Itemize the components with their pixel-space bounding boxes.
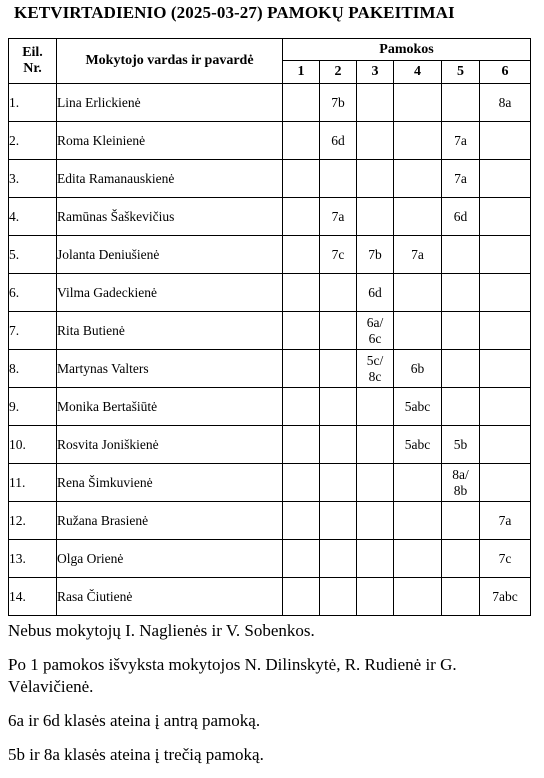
teacher-name: Olga Orienė	[57, 540, 283, 578]
lesson-cell	[320, 388, 357, 426]
lesson-cell: 7abc	[480, 578, 531, 616]
row-number: 10.	[9, 426, 57, 464]
table-row	[9, 312, 531, 350]
table-row	[9, 388, 531, 426]
lesson-cell: 6b	[394, 350, 442, 388]
lesson-cell	[283, 426, 320, 464]
lesson-cell	[320, 540, 357, 578]
teacher-name: Ružana Brasienė	[57, 502, 283, 540]
lesson-cell	[480, 464, 531, 502]
lesson-cell	[442, 578, 480, 616]
lesson-cell	[480, 236, 531, 274]
teacher-name: Rena Šimkuvienė	[57, 464, 283, 502]
lesson-cell	[283, 236, 320, 274]
row-number: 13.	[9, 540, 57, 578]
lesson-cell	[442, 236, 480, 274]
lesson-cell	[480, 426, 531, 464]
lesson-cell	[320, 502, 357, 540]
lesson-cell	[357, 198, 394, 236]
lesson-cell	[283, 160, 320, 198]
lesson-cell	[320, 160, 357, 198]
row-number: 7.	[9, 312, 57, 350]
lesson-cell: 8a	[480, 84, 531, 122]
header-nr	[9, 39, 57, 84]
lesson-cell	[320, 274, 357, 312]
lesson-number-header: 4	[394, 61, 442, 84]
row-number: 5.	[9, 236, 57, 274]
lesson-cell	[480, 198, 531, 236]
lesson-cell	[283, 388, 320, 426]
lesson-cell: 7c	[480, 540, 531, 578]
teacher-name: Rosvita Joniškienė	[57, 426, 283, 464]
page-title: KETVIRTADIENIO (2025-03-27) PAMOKŲ PAKEITIMAI	[14, 3, 455, 22]
lesson-cell: 7a	[480, 502, 531, 540]
row-number: 6.	[9, 274, 57, 312]
lesson-cell	[480, 274, 531, 312]
lesson-cell: 7b	[357, 236, 394, 274]
lesson-cell: 6d	[357, 274, 394, 312]
header-teacher: Mokytojo vardas ir pavardė	[57, 39, 283, 84]
table-body	[9, 84, 531, 616]
row-number: 8.	[9, 350, 57, 388]
lesson-cell	[394, 502, 442, 540]
row-number: 12.	[9, 502, 57, 540]
lesson-cell	[442, 388, 480, 426]
lesson-cell	[442, 540, 480, 578]
table-row	[9, 502, 531, 540]
lesson-cell: 5abc	[394, 426, 442, 464]
lesson-cell	[394, 122, 442, 160]
row-number: 11.	[9, 464, 57, 502]
lesson-cell	[320, 464, 357, 502]
lesson-cell	[357, 426, 394, 464]
lesson-cell	[320, 350, 357, 388]
table-row	[9, 578, 531, 616]
lesson-cell: 6a/ 6c	[357, 312, 394, 350]
table-row	[9, 540, 531, 578]
lesson-cell	[357, 540, 394, 578]
lesson-cell	[442, 84, 480, 122]
lesson-cell: 8a/ 8b	[442, 464, 480, 502]
row-number: 4.	[9, 198, 57, 236]
lesson-cell	[283, 578, 320, 616]
lesson-number-header: 1	[283, 61, 320, 84]
lesson-cell: 5b	[442, 426, 480, 464]
lesson-cell	[357, 388, 394, 426]
lesson-cell	[320, 312, 357, 350]
header-nr-label: Eil. Nr.	[22, 45, 43, 76]
lesson-cell: 6d	[320, 122, 357, 160]
teacher-name: Jolanta Deniušienė	[57, 236, 283, 274]
table-row	[9, 160, 531, 198]
lesson-cell: 7c	[320, 236, 357, 274]
teacher-name: Monika Bertašiūtė	[57, 388, 283, 426]
table-row	[9, 274, 531, 312]
lesson-cell	[283, 122, 320, 160]
lesson-cell	[394, 160, 442, 198]
lesson-cell	[357, 84, 394, 122]
lesson-cell	[480, 388, 531, 426]
lesson-cell	[320, 578, 357, 616]
lesson-cell	[283, 502, 320, 540]
lesson-cell	[442, 312, 480, 350]
note-line: Po 1 pamokos išvyksta mokytojos N. Dilinskytė, R. Rudienė ir G. Vėlavičienė.	[8, 655, 457, 696]
substitution-table	[8, 38, 531, 616]
lesson-cell	[283, 312, 320, 350]
row-number: 3.	[9, 160, 57, 198]
lesson-cell	[283, 540, 320, 578]
lesson-cell	[357, 464, 394, 502]
note-line: Nebus mokytojų I. Naglienės ir V. Sobenkos.	[8, 621, 315, 640]
lesson-cell	[357, 502, 394, 540]
lesson-cell	[357, 160, 394, 198]
lesson-cell	[283, 198, 320, 236]
lesson-number-header: 5	[442, 61, 480, 84]
teacher-name: Lina Erlickienė	[57, 84, 283, 122]
lesson-cell	[442, 274, 480, 312]
lesson-cell	[442, 350, 480, 388]
lesson-cell	[394, 464, 442, 502]
teacher-name: Edita Ramanauskienė	[57, 160, 283, 198]
lesson-cell: 5c/ 8c	[357, 350, 394, 388]
teacher-name: Rita Butienė	[57, 312, 283, 350]
lesson-cell	[394, 578, 442, 616]
lesson-cell	[320, 426, 357, 464]
table-row	[9, 198, 531, 236]
teacher-name: Ramūnas Šaškevičius	[57, 198, 283, 236]
lesson-cell	[442, 502, 480, 540]
notes-section	[8, 620, 538, 778]
lesson-cell: 7a	[442, 122, 480, 160]
table-row	[9, 350, 531, 388]
lesson-cell	[357, 578, 394, 616]
lesson-cell	[283, 84, 320, 122]
row-number: 9.	[9, 388, 57, 426]
lesson-number-header: 3	[357, 61, 394, 84]
row-number: 14.	[9, 578, 57, 616]
teacher-name: Vilma Gadeckienė	[57, 274, 283, 312]
row-number: 2.	[9, 122, 57, 160]
lesson-cell	[480, 160, 531, 198]
table-row	[9, 122, 531, 160]
lesson-cell: 5abc	[394, 388, 442, 426]
lesson-cell	[480, 312, 531, 350]
note-line: 5b ir 8a klasės ateina į trečią pamoką.	[8, 745, 264, 764]
teacher-name: Roma Kleinienė	[57, 122, 283, 160]
teacher-name: Martynas Valters	[57, 350, 283, 388]
lesson-cell	[480, 122, 531, 160]
header-lessons: Pamokos	[283, 39, 531, 61]
lesson-cell	[394, 312, 442, 350]
lesson-cell	[394, 198, 442, 236]
teacher-name: Rasa Čiutienė	[57, 578, 283, 616]
lesson-cell	[394, 540, 442, 578]
lesson-cell	[283, 274, 320, 312]
lesson-cell	[394, 84, 442, 122]
table-row	[9, 84, 531, 122]
table-row	[9, 426, 531, 464]
lesson-number-header: 2	[320, 61, 357, 84]
lesson-cell	[283, 464, 320, 502]
lesson-cell	[283, 350, 320, 388]
lesson-cell	[394, 274, 442, 312]
table-row	[9, 236, 531, 274]
row-number: 1.	[9, 84, 57, 122]
lesson-cell	[480, 350, 531, 388]
lesson-cell: 7b	[320, 84, 357, 122]
lesson-cell: 7a	[320, 198, 357, 236]
lesson-cell	[357, 122, 394, 160]
lesson-cell: 6d	[442, 198, 480, 236]
lesson-number-header: 6	[480, 61, 531, 84]
lesson-cell: 7a	[394, 236, 442, 274]
note-line: 6a ir 6d klasės ateina į antrą pamoką.	[8, 711, 261, 730]
table-row	[9, 464, 531, 502]
lesson-cell: 7a	[442, 160, 480, 198]
